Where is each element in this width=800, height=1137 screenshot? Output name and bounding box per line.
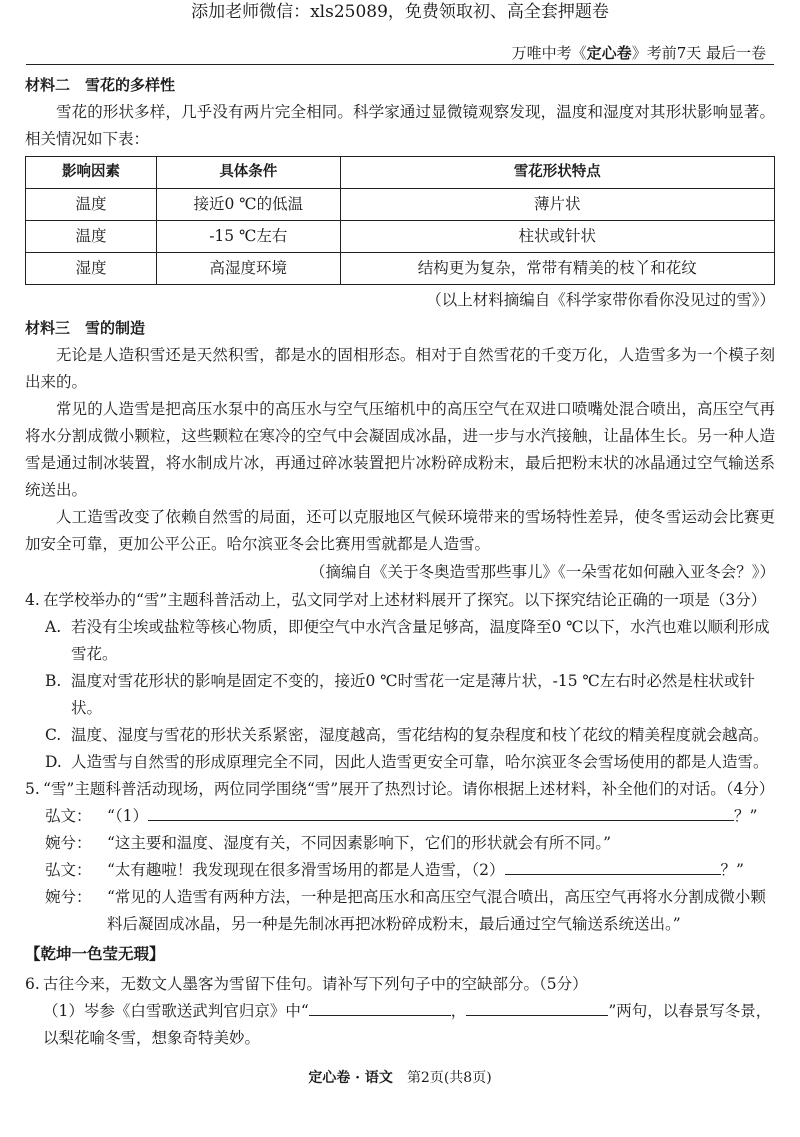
table-row: [26, 221, 775, 253]
dialogue-text: “这主要和温度、湿度有关，不同因素影响下，它们的形状就会有所不同。”: [107, 834, 612, 852]
material2-source: （以上材料摘编自《科学家带你看你没见过的雪》）: [426, 291, 775, 309]
table-header-row: [26, 157, 775, 189]
question-number: 6.: [25, 975, 40, 993]
table-cell: 湿度: [26, 253, 157, 285]
dialogue-end: ？”: [734, 807, 758, 825]
poem-blank-1[interactable]: [309, 1015, 451, 1016]
table-cell: 温度: [26, 189, 157, 221]
option-text: 人造雪与自然雪的形成原理完全不同，因此人造雪更安全可靠，哈尔滨亚冬会雪场使用的都是人造雪。: [71, 753, 769, 771]
material3-paragraph: 无论是人造积雪还是天然积雪，都是水的固相形态。相对于自然雪花的千变万化，人造雪多为一个模子刻出来的。: [25, 346, 775, 391]
dialogue-text: “（1）: [107, 807, 149, 825]
promo-banner: 添加老师微信：xls25089，免费领取初、高全套押题卷: [191, 2, 609, 22]
question-4: [25, 587, 775, 614]
table-cell: 接近0 ℃的低温: [157, 189, 341, 221]
speaker-label: 婉兮：: [45, 888, 92, 906]
table-header-cell: 影响因素: [26, 157, 157, 189]
option-text: 温度对雪花形状的影响是固定不变的，接近0 ℃时雪花一定是薄片状，-15 ℃左右时必然是柱状或针状。: [71, 672, 755, 717]
question-number: 5.: [25, 780, 40, 798]
question-6: [25, 971, 775, 998]
table-header-cell: 具体条件: [157, 157, 341, 189]
material3-title: 材料三 雪的制造: [25, 319, 146, 337]
option-label: A.: [45, 618, 62, 636]
question-stem: “雪”主题科普活动现场，两位同学围绕“雪”展开了热烈讨论。请你根据上述材料，补全他们的对话。（4分）: [43, 780, 775, 798]
sub-question-suffix: ”两句，以春景写冬景，以梨花喻冬雪，想象奇特美妙。: [43, 1002, 772, 1047]
table-cell: 温度: [26, 221, 157, 253]
question-5: [25, 776, 775, 803]
option-c[interactable]: [25, 722, 775, 749]
dialogue-line: [25, 857, 775, 884]
running-header: 万唯中考《定心卷》考前7天 最后一卷: [511, 44, 766, 62]
material3-source: （摘编自《关于冬奥造雪那些事儿》《一朵雪花如何融入亚冬会？》）: [309, 563, 775, 581]
page-footer: [0, 1067, 800, 1087]
dialogue-line: [25, 884, 775, 938]
material3-paragraph: 人工造雪改变了依赖自然雪的局面，还可以克服地区气候环境带来的雪场特性差异，使冬雪运动会比赛更加安全可靠，更加公平公正。哈尔滨亚冬会比赛用雪就都是人造雪。: [25, 508, 775, 553]
table-cell: 柱状或针状: [340, 221, 774, 253]
section-heading: 【乾坤一色莹无瑕】: [25, 945, 165, 963]
option-d[interactable]: [25, 749, 775, 776]
table-row: [26, 253, 775, 285]
material2-title: 材料二 雪花的多样性: [25, 76, 176, 94]
sub-question-prefix: （1）岑参《白雪歌送武判官归京》中“: [43, 1002, 309, 1020]
dialogue-line: [25, 830, 775, 857]
speaker-label: 弘文：: [45, 861, 92, 879]
table-cell: 结构更为复杂，常带有精美的枝丫和花纹: [340, 253, 774, 285]
option-b[interactable]: [25, 668, 775, 722]
question-6-sub-1: [25, 998, 775, 1052]
poem-blank-2[interactable]: [466, 1015, 608, 1016]
option-label: D.: [45, 753, 62, 771]
poem-comma: ，: [450, 1002, 467, 1020]
speaker-label: 弘文：: [45, 807, 92, 825]
option-label: C.: [45, 726, 62, 744]
question-stem: 在学校举办的“雪”主题科普活动上，弘文同学对上述材料展开了探究。以下探究结论正确的一项是（3分）: [43, 591, 767, 609]
dialogue-end: ？”: [720, 861, 744, 879]
option-text: 若没有尘埃或盐粒等核心物质，即便空气中水汽含量足够高，温度降至0 ℃以下，水汽也难以顺利形成雪花。: [71, 618, 770, 663]
option-label: B.: [45, 672, 62, 690]
snowflake-table: [25, 156, 775, 285]
dialogue-line: [25, 803, 775, 830]
header-rule: [26, 64, 774, 65]
table-row: [26, 189, 775, 221]
material2-intro: 雪花的形状多样，几乎没有两片完全相同。科学家通过显微镜观察发现，温度和湿度对其形状影响显著。相关情况如下表：: [25, 103, 775, 148]
table-cell: 薄片状: [340, 189, 774, 221]
material3-paragraph: 常见的人造雪是把高压水泵中的高压水与空气压缩机中的高压空气在双进口喷嘴处混合喷出，高压空气再将水分割成微小颗粒，这些颗粒在寒冷的空气中会凝固成冰晶，进一步与水汽接触，让晶体生长。另一种人造雪是通过制冰装置，将水制成片冰，再通过碎冰装置把片冰粉碎成粉末，最后把粉末状的冰晶通过空气输送系统送出。: [25, 400, 775, 499]
dialogue-text: “常见的人造雪有两种方法，一种是把高压水和高压空气混合喷出，高压空气再将水分割成微小颗料后凝固成冰晶，另一种是先制冰再把冰粉碎成粉末，最后通过空气输送系统送出。”: [107, 888, 766, 933]
footer-title: 定心卷 · 语文: [308, 1070, 393, 1086]
answer-blank-1[interactable]: [148, 820, 734, 821]
table-header-cell: 雪花形状特点: [340, 157, 774, 189]
question-number: 4.: [25, 591, 40, 609]
answer-blank-2[interactable]: [505, 874, 721, 875]
table-cell: 高湿度环境: [157, 253, 341, 285]
option-a[interactable]: [25, 614, 775, 668]
dialogue-text: “太有趣啦！我发现现在很多滑雪场用的都是人造雪，（2）: [107, 861, 505, 879]
speaker-label: 婉兮：: [45, 834, 92, 852]
page-number: 第2页(共8页): [406, 1070, 492, 1086]
option-text: 温度、湿度与雪花的形状关系紧密，湿度越高，雪花结构的复杂程度和枝丫花纹的精美程度就会越高。: [71, 726, 769, 744]
question-stem: 古往今来，无数文人墨客为雪留下佳句。请补写下列句子中的空缺部分。（5分）: [43, 975, 588, 993]
table-cell: -15 ℃左右: [157, 221, 341, 253]
page-content: [25, 72, 775, 1052]
